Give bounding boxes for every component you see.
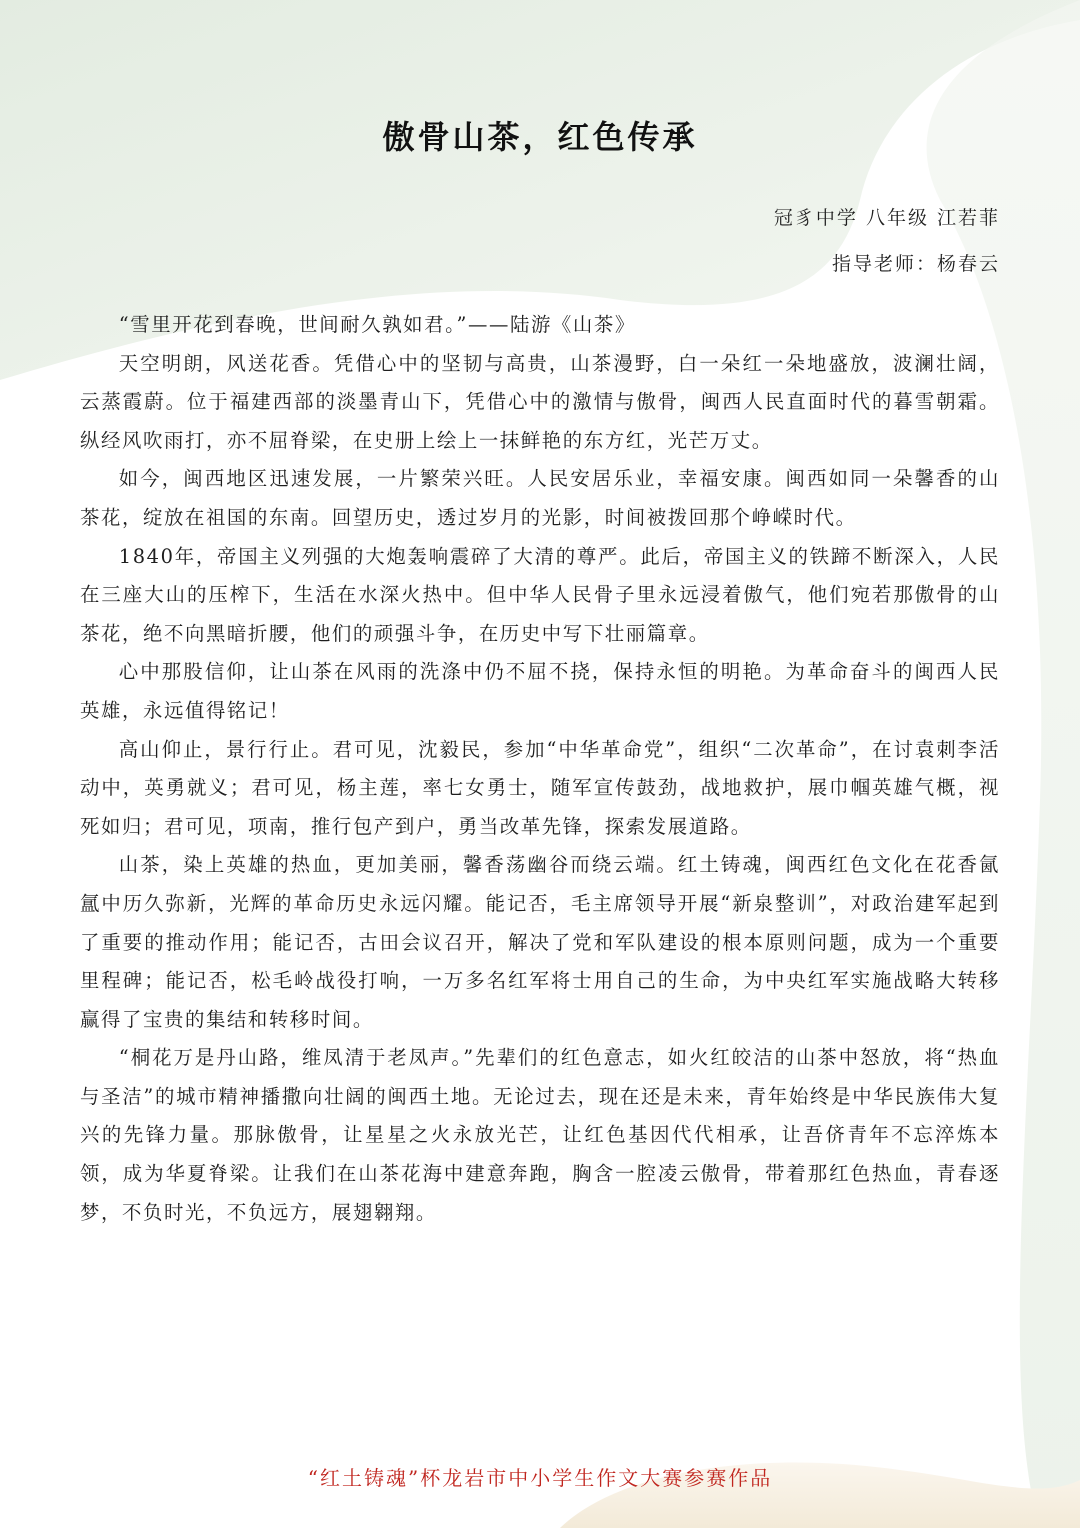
author-line: 冠豸中学 八年级 江若菲 — [773, 207, 1000, 229]
paragraph-epigraph: “雪里开花到春晚，世间耐久孰如君。”——陆游《山茶》 — [118, 313, 636, 336]
paragraph: “桐花万是丹山路，维凤清于老凤声。”先辈们的红色意志，如火红皎洁的山茶中怒放，将“热血与圣洁”的城市精神播撒向壮阔的闽西土地。无论过去，现在还是未来，青年始终是中华民族伟大复兴的先锋力量。那脉傲骨，让星星之火永放光芒，让红色基因代代相承，让吾侪青年不忘淬炼本领，成为华夏脊梁。让我们在山茶花海中建意奔跑，胸含一腔凌云傲骨，带着那红色热血，青春逐梦，不负时光，不负远方，展翅翱翔。 — [80, 1046, 1000, 1224]
paragraph: 山茶，染上英雄的热血，更加美丽，馨香荡幽谷而绕云端。红土铸魂，闽西红色文化在花香氤氲中历久弥新，光辉的革命历史永远闪耀。能记否，毛主席领导开展“新泉整训”，对政治建军起到了重要的推动作用；能记否，古田会议召开，解决了党和军队建设的根本原则问题，成为一个重要里程碑；能记否，松毛岭战役打响，一万多名红军将士用自己的生命，为中央红军实施战略大转移赢得了宝贵的集结和转移时间。 — [80, 853, 1000, 1031]
document-title: 傲骨山茶，红色传承 — [382, 118, 698, 156]
paragraph: 高山仰止，景行行止。君可见，沈毅民，参加“中华革命党”，组织“二次革命”，在讨袁刺李活动中，英勇就义；君可见，杨主莲，率七女勇士，随军宣传鼓劲，战地救护，展巾帼英雄气概，视死如归；君可见，项南，推行包产到户，勇当改革先锋，探索发展道路。 — [80, 737, 1000, 838]
paragraph: 如今，闽西地区迅速发展，一片繁荣兴旺。人民安居乐业，幸福安康。闽西如同一朵馨香的山茶花，绽放在祖国的东南。回望历史，透过岁月的光影，时间被拨回那个峥嵘时代。 — [80, 467, 1000, 529]
paragraph: 心中那股信仰，让山茶在风雨的洗涤中仍不屈不挠，保持永恒的明艳。为革命奋斗的闽西人民英雄，永远值得铭记！ — [80, 660, 1000, 722]
paragraph: 天空明朗，风送花香。凭借心中的坚韧与高贵，山茶漫野，白一朵红一朵地盛放，波澜壮阔，云蒸霞蔚。位于福建西部的淡墨青山下，凭借心中的激情与傲骨，闽西人民直面时代的暮雪朝霜。纵经风吹雨打，亦不屈脊梁，在史册上绘上一抹鲜艳的东方红，光芒万丈。 — [80, 351, 1000, 452]
footer-competition-label: “红土铸魂”杯龙岩市中小学生作文大赛参赛作品 — [307, 1466, 773, 1490]
teacher-line: 指导老师：杨春云 — [831, 253, 1000, 275]
paragraph: 1840年，帝国主义列强的大炮轰响震碎了大清的尊严。此后，帝国主义的铁蹄不断深入，人民在三座大山的压榨下，生活在水深火热中。但中华人民骨子里永远浸着傲气，他们宛若那傲骨的山茶花，绝不向黑暗折腰，他们的顽强斗争，在历史中写下壮丽篇章。 — [80, 544, 1000, 645]
article-body — [80, 306, 1000, 1232]
